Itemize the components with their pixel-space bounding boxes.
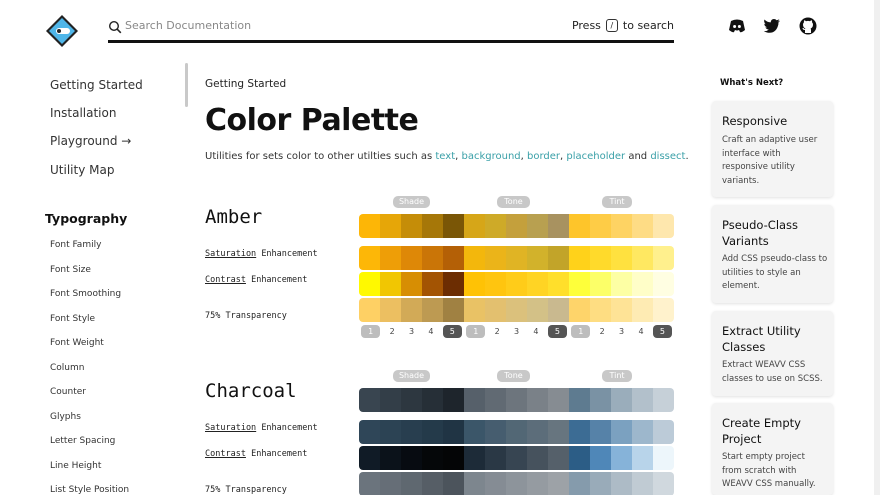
- saturation-row-label: Saturation Enhancement: [205, 249, 318, 259]
- color-swatch[interactable]: [443, 388, 464, 412]
- scale-number: 1: [571, 325, 590, 338]
- nav-font-style[interactable]: Font Style: [50, 314, 96, 324]
- tint-label: Tint: [602, 196, 632, 208]
- color-swatch[interactable]: [422, 446, 443, 470]
- color-swatch[interactable]: [506, 214, 527, 238]
- color-swatch[interactable]: [569, 420, 590, 444]
- color-swatch[interactable]: [548, 388, 569, 412]
- scale-number: 4: [533, 327, 539, 336]
- color-swatch[interactable]: [380, 298, 401, 322]
- page-title: Color Palette: [205, 103, 419, 138]
- swatch-row: [359, 388, 674, 412]
- palette-name-charcoal: Charcoal: [205, 380, 297, 402]
- color-swatch[interactable]: [359, 298, 380, 322]
- color-swatch[interactable]: [506, 298, 527, 322]
- github-icon[interactable]: [799, 17, 817, 35]
- tone-label: Tone: [497, 196, 530, 208]
- color-swatch[interactable]: [611, 472, 632, 495]
- next-card-responsive[interactable]: Responsive Craft an adaptive user interface with responsive utility variants.: [712, 101, 833, 197]
- color-swatch[interactable]: [401, 420, 422, 444]
- color-swatch[interactable]: [443, 298, 464, 322]
- color-swatch[interactable]: [485, 246, 506, 270]
- color-swatch[interactable]: [527, 472, 548, 495]
- color-swatch[interactable]: [464, 388, 485, 412]
- color-swatch[interactable]: [506, 272, 527, 296]
- scale-number: 2: [494, 327, 500, 336]
- color-swatch[interactable]: [443, 446, 464, 470]
- link-border[interactable]: border: [527, 151, 561, 162]
- color-swatch[interactable]: [590, 446, 611, 470]
- color-swatch[interactable]: [632, 298, 653, 322]
- color-swatch[interactable]: [422, 214, 443, 238]
- color-swatch[interactable]: [443, 214, 464, 238]
- nav-font-smoothing[interactable]: Font Smoothing: [50, 289, 122, 299]
- color-swatch[interactable]: [632, 246, 653, 270]
- color-swatch[interactable]: [569, 214, 590, 238]
- nav-font-size[interactable]: Font Size: [50, 265, 91, 275]
- color-swatch[interactable]: [464, 446, 485, 470]
- transparency-row-label: 75% Transparency: [205, 311, 287, 321]
- nav-column[interactable]: Column: [50, 363, 85, 373]
- color-swatch[interactable]: [380, 472, 401, 495]
- color-swatch[interactable]: [611, 420, 632, 444]
- color-swatch[interactable]: [548, 446, 569, 470]
- breadcrumb: Getting Started: [205, 78, 287, 90]
- link-placeholder[interactable]: placeholder: [566, 151, 626, 162]
- color-swatch[interactable]: [380, 246, 401, 270]
- color-swatch[interactable]: [401, 298, 422, 322]
- scale-number: 2: [389, 327, 395, 336]
- twitter-icon[interactable]: [763, 17, 781, 35]
- color-swatch[interactable]: [590, 388, 611, 412]
- color-swatch[interactable]: [527, 420, 548, 444]
- palette-name-amber: Amber: [205, 206, 263, 228]
- color-swatch[interactable]: [464, 214, 485, 238]
- page-scrollbar[interactable]: [874, 0, 880, 495]
- swatch-row: [359, 298, 674, 322]
- scale-number: 3: [619, 327, 625, 336]
- color-swatch[interactable]: [422, 246, 443, 270]
- scale-numbers: [359, 325, 674, 338]
- nav-glyphs[interactable]: Glyphs: [50, 412, 81, 422]
- next-card-create-project[interactable]: Create Empty Project Start empty project from scratch with WEAVV CSS manually.: [712, 403, 833, 495]
- color-swatch[interactable]: [548, 420, 569, 444]
- color-swatch[interactable]: [653, 298, 674, 322]
- color-swatch[interactable]: [632, 420, 653, 444]
- page-description: Utilities for sets color to other utilties such as text, background, border, placeholder and dissect.: [205, 151, 689, 162]
- color-swatch[interactable]: [401, 272, 422, 296]
- color-swatch[interactable]: [401, 246, 422, 270]
- color-swatch[interactable]: [569, 472, 590, 495]
- color-swatch[interactable]: [506, 246, 527, 270]
- color-swatch[interactable]: [380, 272, 401, 296]
- color-swatch[interactable]: [632, 388, 653, 412]
- color-swatch[interactable]: [401, 214, 422, 238]
- color-swatch[interactable]: [359, 388, 380, 412]
- color-swatch[interactable]: [401, 388, 422, 412]
- color-swatch[interactable]: [506, 472, 527, 495]
- saturation-row-label: Saturation Enhancement: [205, 423, 318, 433]
- swatch-row: [359, 214, 674, 238]
- color-swatch[interactable]: [464, 246, 485, 270]
- color-swatch[interactable]: [443, 272, 464, 296]
- color-swatch[interactable]: [380, 420, 401, 444]
- typography-heading: Typography: [45, 211, 128, 226]
- swatch-row: [359, 246, 674, 270]
- color-swatch[interactable]: [548, 472, 569, 495]
- color-swatch[interactable]: [632, 472, 653, 495]
- color-swatch[interactable]: [611, 388, 632, 412]
- next-card-pseudo-class[interactable]: Pseudo-Class Variants Add CSS pseudo-class to utilities to style an element.: [712, 205, 833, 303]
- nav-font-weight[interactable]: Font Weight: [50, 338, 104, 348]
- swatch-row: [359, 420, 674, 444]
- color-swatch[interactable]: [653, 388, 674, 412]
- color-swatch[interactable]: [590, 272, 611, 296]
- color-swatch[interactable]: [485, 472, 506, 495]
- logo[interactable]: [45, 14, 79, 48]
- nav-line-height[interactable]: Line Height: [50, 461, 102, 471]
- color-swatch[interactable]: [548, 246, 569, 270]
- color-swatch[interactable]: [548, 214, 569, 238]
- color-swatch[interactable]: [485, 420, 506, 444]
- color-swatch[interactable]: [359, 472, 380, 495]
- color-swatch[interactable]: [359, 214, 380, 238]
- color-swatch[interactable]: [569, 446, 590, 470]
- color-swatch[interactable]: [653, 446, 674, 470]
- color-swatch[interactable]: [632, 214, 653, 238]
- link-background[interactable]: background: [461, 151, 521, 162]
- color-swatch[interactable]: [548, 298, 569, 322]
- color-swatch[interactable]: [569, 298, 590, 322]
- color-swatch[interactable]: [485, 388, 506, 412]
- color-swatch[interactable]: [401, 446, 422, 470]
- color-swatch[interactable]: [527, 246, 548, 270]
- swatch-row: [359, 446, 674, 470]
- color-swatch[interactable]: [380, 446, 401, 470]
- swatch-row: [359, 272, 674, 296]
- color-swatch[interactable]: [653, 420, 674, 444]
- color-swatch[interactable]: [653, 214, 674, 238]
- color-swatch[interactable]: [527, 272, 548, 296]
- color-swatch[interactable]: [506, 446, 527, 470]
- link-text[interactable]: text: [435, 151, 456, 162]
- scale-number: 5: [548, 325, 567, 338]
- color-swatch[interactable]: [527, 446, 548, 470]
- color-swatch[interactable]: [590, 214, 611, 238]
- color-swatch[interactable]: [359, 420, 380, 444]
- nav-playground[interactable]: Playground →: [50, 134, 132, 148]
- color-swatch[interactable]: [422, 420, 443, 444]
- scale-number: 3: [514, 327, 520, 336]
- discord-icon[interactable]: [728, 17, 746, 35]
- nav-list-style-position[interactable]: List Style Position: [50, 485, 130, 495]
- color-swatch[interactable]: [443, 246, 464, 270]
- scale-number: 5: [653, 325, 672, 338]
- nav-utility-map[interactable]: Utility Map: [50, 163, 115, 177]
- color-swatch[interactable]: [359, 246, 380, 270]
- color-swatch[interactable]: [611, 214, 632, 238]
- color-swatch[interactable]: [485, 298, 506, 322]
- color-swatch[interactable]: [485, 214, 506, 238]
- scale-number: 3: [408, 327, 415, 336]
- link-dissect[interactable]: dissect: [650, 151, 686, 162]
- color-swatch[interactable]: [590, 298, 611, 322]
- color-swatch[interactable]: [401, 472, 422, 495]
- contrast-row-label: Contrast Enhancement: [205, 275, 308, 285]
- color-swatch[interactable]: [527, 214, 548, 238]
- scale-number: 4: [428, 327, 434, 336]
- scale-number: 2: [599, 327, 605, 336]
- color-swatch[interactable]: [464, 298, 485, 322]
- search-bar[interactable]: [108, 18, 674, 43]
- color-swatch[interactable]: [422, 272, 443, 296]
- scale-number: 1: [466, 325, 485, 338]
- nav-font-family[interactable]: Font Family: [50, 240, 102, 250]
- color-swatch[interactable]: [569, 246, 590, 270]
- color-swatch[interactable]: [590, 246, 611, 270]
- search-input[interactable]: Search Documentation: [125, 19, 252, 32]
- scale-number: 4: [638, 327, 644, 336]
- color-swatch[interactable]: [632, 446, 653, 470]
- shade-label: Shade: [393, 370, 430, 382]
- scale-number: 1: [361, 325, 380, 338]
- contrast-row-label: Contrast Enhancement: [205, 449, 308, 459]
- color-swatch[interactable]: [359, 446, 380, 470]
- color-swatch[interactable]: [653, 272, 674, 296]
- tint-label: Tint: [602, 370, 632, 382]
- scale-number: 5: [443, 325, 462, 338]
- next-card-extract-utility[interactable]: Extract Utility Classes Extract WEAVV CSS classes to use on SCSS.: [712, 311, 833, 396]
- slash-key: /: [606, 19, 618, 32]
- color-swatch[interactable]: [611, 246, 632, 270]
- search-shortcut-hint: Press / to search: [571, 19, 674, 32]
- color-swatch[interactable]: [422, 388, 443, 412]
- nav-installation[interactable]: Installation: [50, 106, 117, 120]
- color-swatch[interactable]: [527, 388, 548, 412]
- color-swatch[interactable]: [653, 246, 674, 270]
- color-swatch[interactable]: [422, 298, 443, 322]
- color-swatch[interactable]: [359, 272, 380, 296]
- color-swatch[interactable]: [443, 472, 464, 495]
- nav-letter-spacing[interactable]: Letter Spacing: [50, 436, 116, 446]
- nav-getting-started[interactable]: Getting Started: [50, 78, 143, 92]
- color-swatch[interactable]: [464, 272, 485, 296]
- color-swatch[interactable]: [611, 298, 632, 322]
- tone-label: Tone: [497, 370, 530, 382]
- color-swatch[interactable]: [485, 272, 506, 296]
- color-swatch[interactable]: [569, 272, 590, 296]
- color-swatch[interactable]: [485, 446, 506, 470]
- swatch-row: [359, 472, 674, 495]
- color-swatch[interactable]: [443, 420, 464, 444]
- color-swatch[interactable]: [422, 472, 443, 495]
- color-swatch[interactable]: [506, 420, 527, 444]
- color-swatch[interactable]: [380, 214, 401, 238]
- color-swatch[interactable]: [569, 388, 590, 412]
- color-swatch[interactable]: [464, 420, 485, 444]
- color-swatch[interactable]: [464, 472, 485, 495]
- color-swatch[interactable]: [611, 272, 632, 296]
- color-swatch[interactable]: [632, 272, 653, 296]
- color-swatch[interactable]: [611, 446, 632, 470]
- search-icon: [108, 20, 122, 34]
- sidebar-scrollbar[interactable]: [185, 63, 188, 107]
- color-swatch[interactable]: [653, 472, 674, 495]
- color-swatch[interactable]: [590, 472, 611, 495]
- nav-counter[interactable]: Counter: [50, 387, 86, 397]
- whats-next-heading: What's Next?: [720, 78, 784, 88]
- transparency-row-label: 75% Transparency: [205, 485, 287, 495]
- color-swatch[interactable]: [506, 388, 527, 412]
- color-swatch[interactable]: [527, 298, 548, 322]
- shade-label: Shade: [393, 196, 430, 208]
- color-swatch[interactable]: [590, 420, 611, 444]
- color-swatch[interactable]: [380, 388, 401, 412]
- color-swatch[interactable]: [548, 272, 569, 296]
